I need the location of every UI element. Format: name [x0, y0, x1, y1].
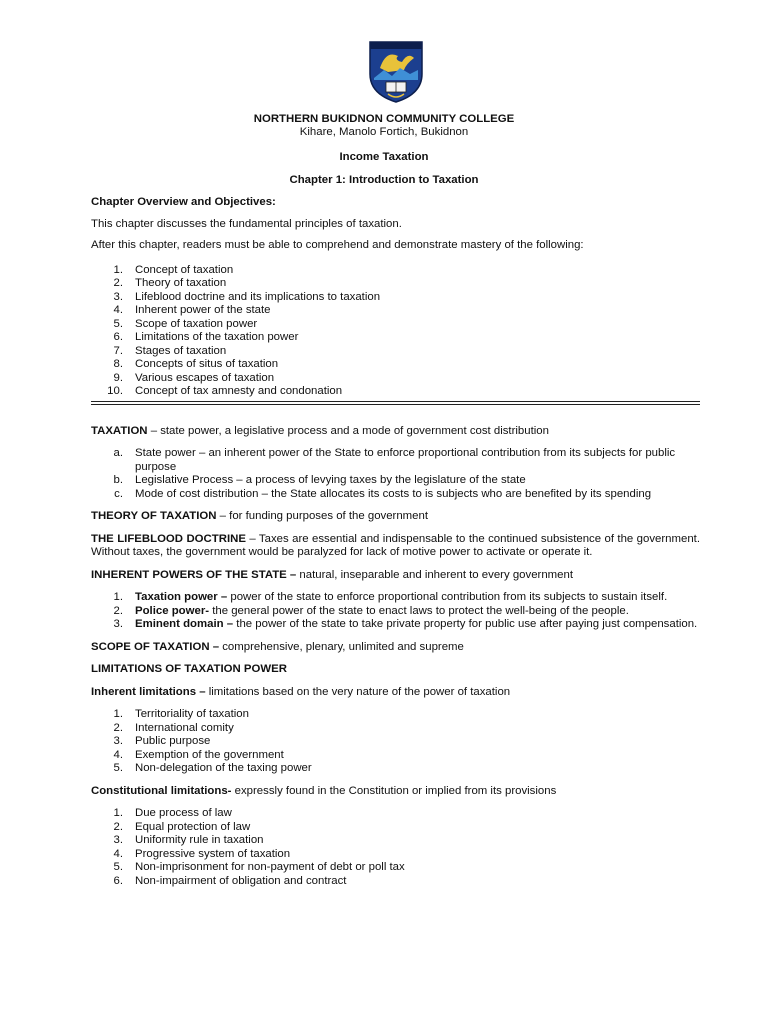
list-item: 2. International comity	[113, 721, 234, 734]
list-item: 6. Limitations of the taxation power	[113, 331, 299, 343]
list-item: 5. Scope of taxation power	[113, 317, 258, 330]
inherent-limitations-definition: Inherent limitations – limitations based on the very nature of the power of taxation	[91, 685, 511, 698]
list-item: 4. Progressive system of taxation	[113, 847, 291, 860]
college-seal-logo	[368, 40, 424, 104]
list-item: a. State power – an inherent power of the State to enforce proportional contribution from its subjects for public purpose	[113, 447, 676, 473]
list-item: 5. Non-imprisonment for non-payment of debt or poll tax	[113, 861, 405, 873]
list-item: 2. Police power- the general power of the state to enact laws to protect the well-being of the people.	[113, 604, 629, 617]
list-item: b. Legislative Process – a process of levying taxes by the legislature of the state	[113, 474, 526, 486]
inherent-limitations-list	[91, 708, 700, 776]
list-item: 1. Concept of taxation	[113, 263, 234, 276]
list-item: 4. Exemption of the government	[113, 748, 284, 761]
course-title: Income Taxation	[339, 151, 429, 163]
list-item: 1. Taxation power – power of the state to enforce proportional contribution from its subjects to sustain itself.	[113, 591, 668, 603]
inherent-powers-definition: INHERENT POWERS OF THE STATE – natural, inseparable and inherent to every government	[91, 568, 573, 581]
list-item: 3. Lifeblood doctrine and its implications to taxation	[113, 290, 381, 303]
constitutional-limitations-definition: Constitutional limitations- expressly found in the Constitution or implied from its provisions	[91, 784, 557, 797]
list-item: 10. Concept of tax amnesty and condonation	[107, 385, 343, 397]
list-item: 9. Various escapes of taxation	[113, 371, 275, 384]
taxation-definition: TAXATION – state power, a legislative process and a mode of government cost distribution	[91, 424, 549, 437]
list-item: 3. Public purpose	[113, 735, 211, 747]
theory-definition: THEORY OF TAXATION – for funding purposes of the government	[91, 510, 429, 522]
list-item: 4. Inherent power of the state	[113, 304, 271, 316]
overview-lead: After this chapter, readers must be able to comprehend and demonstrate mastery of the following:	[91, 239, 584, 251]
list-item: 1. Due process of law	[113, 807, 232, 819]
section-divider	[91, 401, 700, 405]
limitations-heading: LIMITATIONS OF TAXATION POWER	[91, 663, 287, 675]
list-item: 3. Uniformity rule in taxation	[113, 834, 264, 846]
objectives-list	[91, 264, 700, 399]
list-item: 2. Equal protection of law	[113, 820, 251, 833]
list-item: 8. Concepts of situs of taxation	[113, 358, 279, 370]
list-item: 2. Theory of taxation	[113, 277, 227, 289]
scope-definition: SCOPE OF TAXATION – comprehensive, plenary, unlimited and supreme	[91, 640, 464, 653]
lifeblood-definition: THE LIFEBLOOD DOCTRINE – Taxes are essential and indispensable to the continued subsistence of the government. Without taxes, the government would be paralyzed for lack of motive power to activate or operate it.	[91, 532, 700, 558]
school-address: Kihare, Manolo Fortich, Bukidnon	[299, 126, 469, 138]
school-name: NORTHERN BUKIDNON COMMUNITY COLLEGE	[253, 113, 515, 125]
list-item: 7. Stages of taxation	[113, 344, 227, 357]
inherent-powers-list	[91, 591, 700, 632]
overview-heading: Chapter Overview and Objectives:	[91, 196, 276, 208]
list-item: 5. Non-delegation of the taxing power	[113, 762, 312, 774]
list-item: 1. Territoriality of taxation	[113, 708, 249, 720]
list-item: 3. Eminent domain – the power of the state to take private property for public use after paying just compensation.	[113, 618, 698, 630]
overview-intro: This chapter discusses the fundamental principles of taxation.	[91, 217, 402, 230]
document-body	[91, 196, 700, 888]
list-item: c. Mode of cost distribution – the State allocates its costs to is subjects who are benefited by its spending	[114, 487, 652, 500]
list-item: 6. Non-impairment of obligation and contract	[113, 874, 347, 887]
chapter-title: Chapter 1: Introduction to Taxation	[289, 174, 479, 186]
taxation-list	[91, 447, 700, 501]
constitutional-limitations-list	[91, 807, 700, 888]
